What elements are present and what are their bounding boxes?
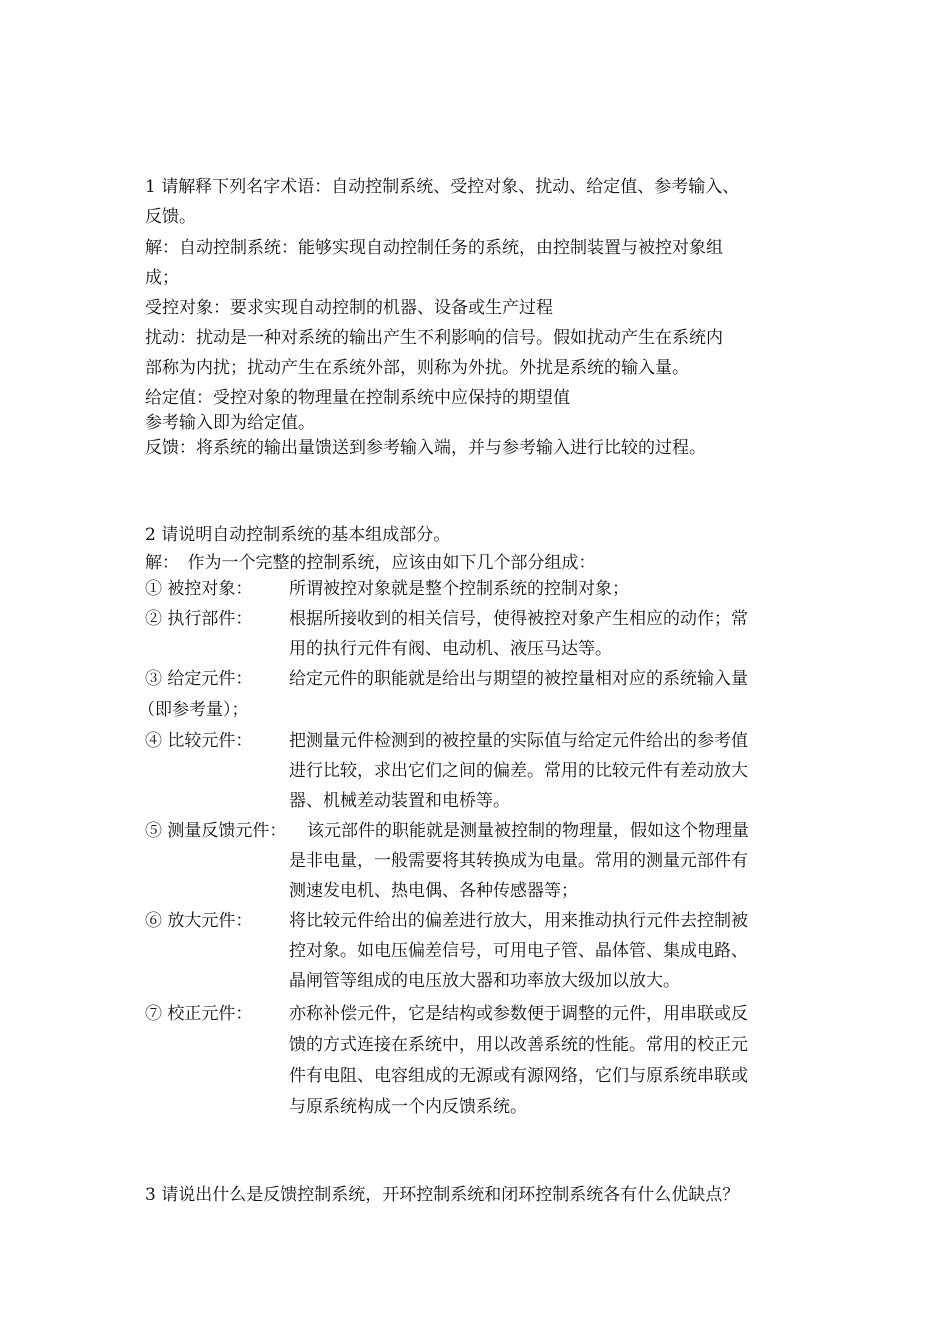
q2-item-3-continuation: （即参考量）； [138,700,249,720]
q2-item-2-line2: 用的执行元件有阀、电动机、液压马达等。 [289,639,612,659]
q2-item-7-line3: 件有电阻、电容组成的无源或有源网络，它们与原系统串联或 [289,1066,748,1086]
q2-item-7-line2: 馈的方式连接在系统中，用以改善系统的性能。常用的校正元 [289,1035,748,1055]
q2-item-4-label: ④ 比较元件： [145,731,253,751]
q1-title-line2: 反馈。 [145,207,196,227]
q1-answer-line1: 解：自动控制系统：能够实现自动控制任务的系统，由控制装置与被控对象组 [145,238,723,258]
q2-item-5-line1: 该元部件的职能就是测量被控制的物理量，假如这个物理量 [307,821,749,841]
q1-title-line1: 1 请解释下列名字术语：自动控制系统、受控对象、扰动、给定值、参考输入、 [145,177,740,197]
q2-intro: 解： 作为一个完整的控制系统，应该由如下几个部分组成： [145,553,596,573]
q1-reference-input: 参考输入即为给定值。 [145,413,315,433]
q2-item-4-line3: 器、机械差动装置和电桥等。 [289,791,510,811]
q2-item-4-line1: 把测量元件检测到的被控量的实际值与给定元件给出的参考值 [289,731,748,751]
q1-setpoint: 给定值：受控对象的物理量在控制系统中应保持的期望值 [145,388,570,408]
q2-item-1-line1: 所谓被控对象就是整个控制系统的控制对象； [289,579,629,599]
q2-item-4-line2: 进行比较，求出它们之间的偏差。常用的比较元件有差动放大 [289,761,748,781]
q2-item-7-line1: 亦称补偿元件，它是结构或参数便于调整的元件，用串联或反 [289,1004,748,1024]
q2-item-6-line3: 晶闸管等组成的电压放大器和功率放大级加以放大。 [289,971,680,991]
q2-title: 2 请说明自动控制系统的基本组成部分。 [145,525,451,545]
q2-item-5-line2: 是非电量，一般需要将其转换成为电量。常用的测量元部件有 [289,851,748,871]
q2-item-3-label: ③ 给定元件： [145,669,253,689]
q2-item-5-label: ⑤ 测量反馈元件： [145,821,287,841]
q2-item-7-line4: 与原系统构成一个内反馈系统。 [289,1097,527,1117]
q2-item-6-line1: 将比较元件给出的偏差进行放大，用来推动执行元件去控制被 [289,911,748,931]
q2-item-6-label: ⑥ 放大元件： [145,911,253,931]
q2-item-5-line3: 测速发电机、热电偶、各种传感器等； [289,881,578,901]
q1-disturbance-line1: 扰动：扰动是一种对系统的输出产生不利影响的信号。假如扰动产生在系统内 [145,328,723,348]
q2-item-6-line2: 控对象。如电压偏差信号，可用电子管、晶体管、集成电路、 [289,941,748,961]
q1-controlled-object: 受控对象：要求实现自动控制的机器、设备或生产过程 [145,298,553,318]
q2-item-7-label: ⑦ 校正元件： [145,1004,253,1024]
q2-item-3-line1: 给定元件的职能就是给出与期望的被控量相对应的系统输入量 [289,669,748,689]
q2-item-2-label: ② 执行部件： [145,609,253,629]
q1-disturbance-line2: 部称为内扰；扰动产生在系统外部，则称为外扰。外扰是系统的输入量。 [145,358,689,378]
q1-feedback: 反馈：将系统的输出量馈送到参考输入端，并与参考输入进行比较的过程。 [145,438,706,458]
q2-item-2-line1: 根据所接收到的相关信号，使得被控对象产生相应的动作；常 [289,609,748,629]
q1-answer-line2: 成； [145,268,179,288]
q3-title: 3 请说出什么是反馈控制系统，开环控制系统和闭环控制系统各有什么优缺点？ [145,1185,740,1205]
q2-item-1-label: ① 被控对象： [145,579,253,599]
